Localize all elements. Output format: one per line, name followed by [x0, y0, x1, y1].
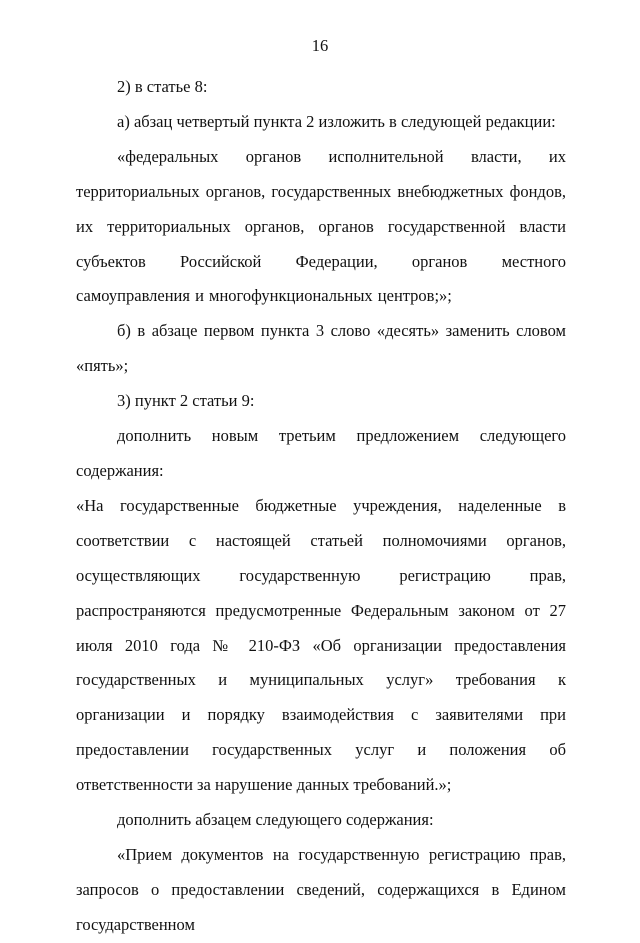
paragraph-add-third-sentence: дополнить новым третьим предложением следующего содержания: [76, 426, 566, 480]
paragraph-add-paragraph: дополнить абзацем следующего содержания: [117, 810, 434, 830]
paragraph-article-8: 2) в статье 8: [117, 77, 208, 96]
document-body [76, 70, 566, 943]
paragraph-item-b: б) в абзаце первом пункта 3 слово «десять» заменить словом «пять»; [76, 321, 566, 376]
paragraph-quoted-budget-institutions: «На государственные бюджетные учреждения, наделенные в соответствии с настоящей статьей полномочиями органов, осуществляющих государственную регистрацию прав, распространяются предусмотренные Федеральным законом от 27 июля 2010 года № 210-ФЗ «Об организации предоставления государственных и муниципальных услуг» требования к организации и порядку взаимодействия с заявителями при предоставлении государственных услуг и положения об ответственности за нарушение данных требований.»; [76, 495, 566, 795]
page-number: 16 [311, 36, 329, 55]
paragraph-quoted-organs: «федеральных органов исполнительной власти, их территориальных органов, государственных внебюджетных фондов, их территориальных органов, органов государственной власти субъектов Российской Федерации, органов местного самоуправления и многофункциональных центров;»; [76, 146, 566, 306]
paragraph-quoted-acceptance: «Прием документов на государственную регистрацию прав, запросов о предоставлении сведений, содержащихся в Едином государственном [76, 844, 566, 934]
paragraph-item-a: а) абзац четвертый пункта 2 изложить в следующей редакции: [117, 111, 556, 131]
paragraph-article-9: 3) пункт 2 статьи 9: [117, 391, 255, 411]
